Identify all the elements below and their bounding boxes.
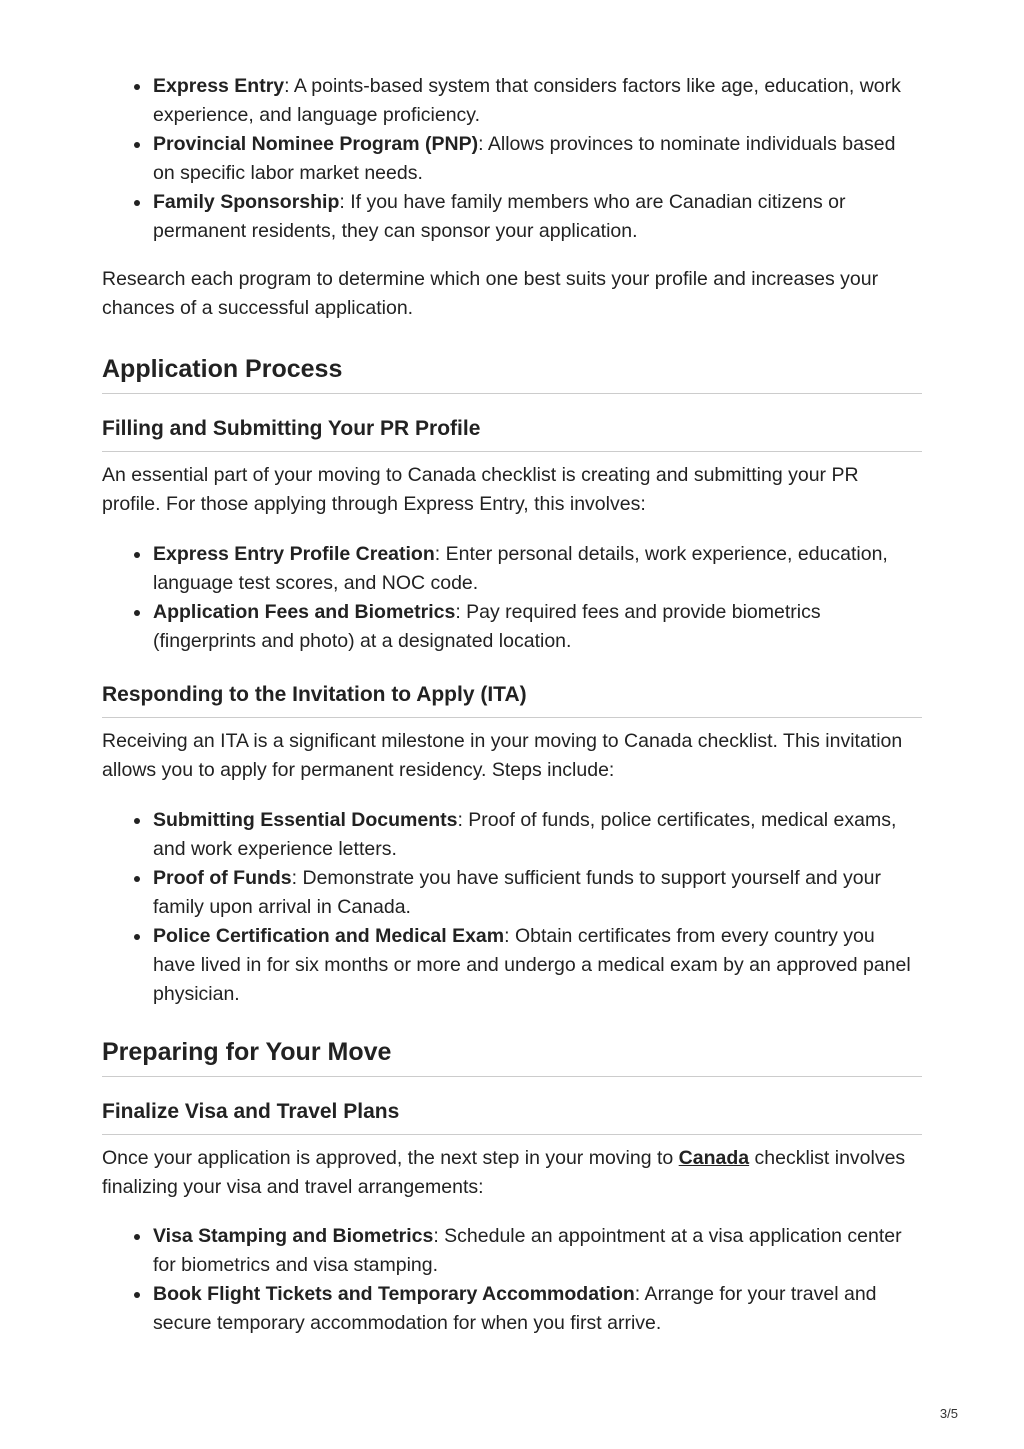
list-item [153, 1280, 922, 1338]
visa-travel-list [102, 1222, 922, 1338]
paragraph-text: checklist involves finalizing your visa and travel arrangements: [102, 1147, 906, 1198]
document-page [102, 70, 922, 1338]
list-item [153, 1222, 922, 1280]
preparing-heading: Preparing for Your Move [102, 1036, 922, 1077]
list-item [153, 540, 922, 598]
ita-paragraph: Receiving an ITA is a significant milestone in your moving to Canada checklist. This invitation allows you to apply for permanent residency. Steps include: [102, 730, 903, 781]
application-process-heading: Application Process [102, 353, 922, 394]
list-item-text: : Arrange for your travel and secure temporary accommodation for when you first arrive. [153, 1283, 877, 1334]
list-item-text: : Demonstrate you have sufficient funds to support yourself and your family upon arrival in Canada. [153, 867, 881, 918]
list-item [153, 72, 922, 130]
immigration-programs-list [102, 72, 922, 246]
research-paragraph: Research each program to determine which one best suits your profile and increases your chances of a successful application. [102, 268, 879, 319]
list-item-term: Express Entry Profile Creation [153, 543, 435, 565]
list-item [153, 922, 922, 1009]
list-item-term: Submitting Essential Documents [153, 809, 458, 831]
visa-travel-paragraph [102, 1144, 922, 1202]
list-item-term: Proof of Funds [153, 867, 292, 889]
list-item-term: Family Sponsorship [153, 191, 340, 213]
paragraph-text: Once your application is approved, the next step in your moving to [102, 1147, 679, 1169]
list-item [153, 806, 922, 864]
list-item-text: : Proof of funds, police certificates, medical exams, and work experience letters. [153, 809, 897, 860]
list-item [153, 864, 922, 922]
visa-travel-heading: Finalize Visa and Travel Plans [102, 1098, 922, 1135]
list-item-text: : Pay required fees and provide biometrics (fingerprints and photo) at a designated location. [153, 601, 821, 652]
list-item [153, 598, 922, 656]
list-item-text: : Enter personal details, work experience, education, language test scores, and NOC code. [153, 543, 888, 594]
list-item-term: Visa Stamping and Biometrics [153, 1225, 434, 1247]
list-item-term: Express Entry [153, 75, 285, 97]
list-item-text: : A points-based system that considers factors like age, education, work experience, and language proficiency. [153, 75, 901, 126]
pr-profile-paragraph: An essential part of your moving to Canada checklist is creating and submitting your PR profile. For those applying through Express Entry, this involves: [102, 464, 859, 515]
ita-steps-list [102, 806, 922, 1009]
list-item-term: Application Fees and Biometrics [153, 601, 456, 623]
list-item-text: : Schedule an appointment at a visa application center for biometrics and visa stamping. [153, 1225, 902, 1276]
list-item-text: : If you have family members who are Canadian citizens or permanent residents, they can sponsor your application. [153, 191, 846, 242]
pr-profile-list [102, 540, 922, 656]
list-item [153, 130, 922, 188]
pr-profile-heading: Filling and Submitting Your PR Profile [102, 415, 922, 452]
list-item-term: Police Certification and Medical Exam [153, 925, 505, 947]
list-item-text: : Obtain certificates from every country you have lived in for six months or more and undergo a medical exam by an approved panel physician. [153, 925, 911, 1005]
canada-link[interactable]: Canada [678, 1147, 750, 1169]
page-number: 3/5 [939, 1406, 958, 1421]
list-item-term: Book Flight Tickets and Temporary Accommodation [153, 1283, 635, 1305]
ita-heading: Responding to the Invitation to Apply (ITA) [102, 681, 922, 718]
list-item-text: : Allows provinces to nominate individuals based on specific labor market needs. [153, 133, 896, 184]
list-item [153, 188, 922, 246]
list-item-term: Provincial Nominee Program (PNP) [153, 133, 479, 155]
